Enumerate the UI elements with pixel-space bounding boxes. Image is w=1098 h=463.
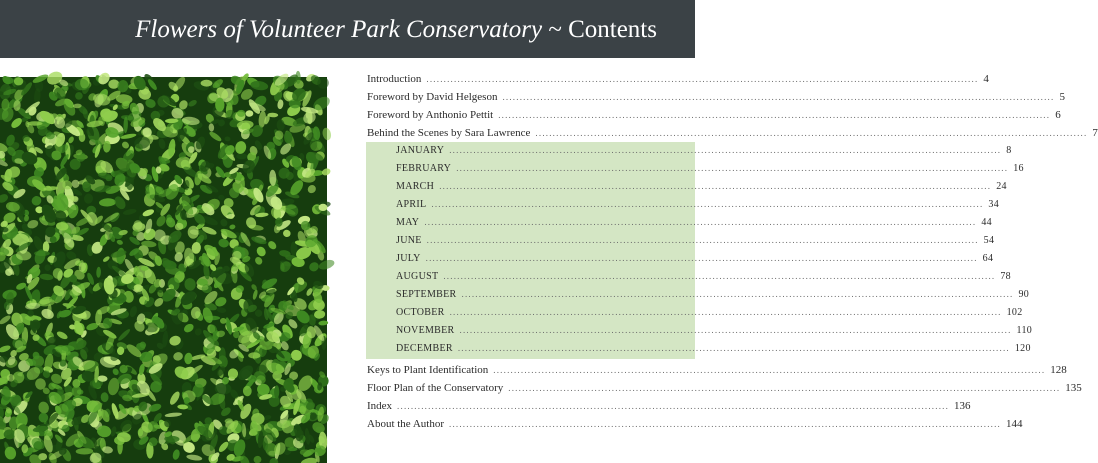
toc-month-entry[interactable]: FEBRUARY ................................................................................................................................................................ 16 [396,163,1024,174]
toc-entry[interactable]: Keys to Plant Identification ................................................................................................................................................................ 128 [367,364,1067,376]
toc-month-entry[interactable]: JUNE ................................................................................................................................................................ 54 [396,235,995,246]
toc-back-matter [367,364,1082,436]
toc-month-entry[interactable]: AUGUST ................................................................................................................................................................ 78 [396,271,1011,282]
toc-month-entry[interactable]: NOVEMBER ................................................................................................................................................................ 110 [396,325,1033,336]
toc-month-entry[interactable]: MAY ................................................................................................................................................................ 44 [396,217,992,228]
toc-month-entry[interactable]: DECEMBER ................................................................................................................................................................ 120 [396,343,1031,354]
toc-entry[interactable]: Foreword by Anthonio Pettit ................................................................................................................................................................ 6 [367,109,1061,121]
toc-entry[interactable]: About the Author ................................................................................................................................................................ 144 [367,418,1023,430]
page-title [135,17,657,42]
toc-entry[interactable]: Index ................................................................................................................................................................ 136 [367,400,971,412]
toc-month-entry[interactable]: APRIL ................................................................................................................................................................ 34 [396,199,1000,210]
title-separator: ~ [548,16,562,43]
title-tail: Contents [568,16,657,43]
toc-month-entry[interactable]: JANUARY ................................................................................................................................................................ 8 [396,145,1012,156]
toc-month-entry[interactable]: OCTOBER ................................................................................................................................................................ 102 [396,307,1023,318]
toc-months [396,145,1033,361]
title-main: Flowers of Volunteer Park Conservatory [135,16,543,43]
page-header [0,0,695,58]
toc-month-entry[interactable]: MARCH ................................................................................................................................................................ 24 [396,181,1007,192]
toc-month-entry[interactable]: SEPTEMBER ................................................................................................................................................................ 90 [396,289,1030,300]
fern-photo [0,77,327,463]
toc-front-matter [367,73,1098,145]
fern-illustration [0,77,327,463]
toc-entry[interactable]: Introduction ................................................................................................................................................................ 4 [367,73,989,85]
toc-entry[interactable]: Floor Plan of the Conservatory ................................................................................................................................................................ 135 [367,382,1082,394]
toc-month-entry[interactable]: JULY ................................................................................................................................................................ 64 [396,253,994,264]
toc-entry[interactable]: Foreword by David Helgeson ................................................................................................................................................................ 5 [367,91,1065,103]
toc-entry[interactable]: Behind the Scenes by Sara Lawrence ................................................................................................................................................................ 7 [367,127,1098,139]
